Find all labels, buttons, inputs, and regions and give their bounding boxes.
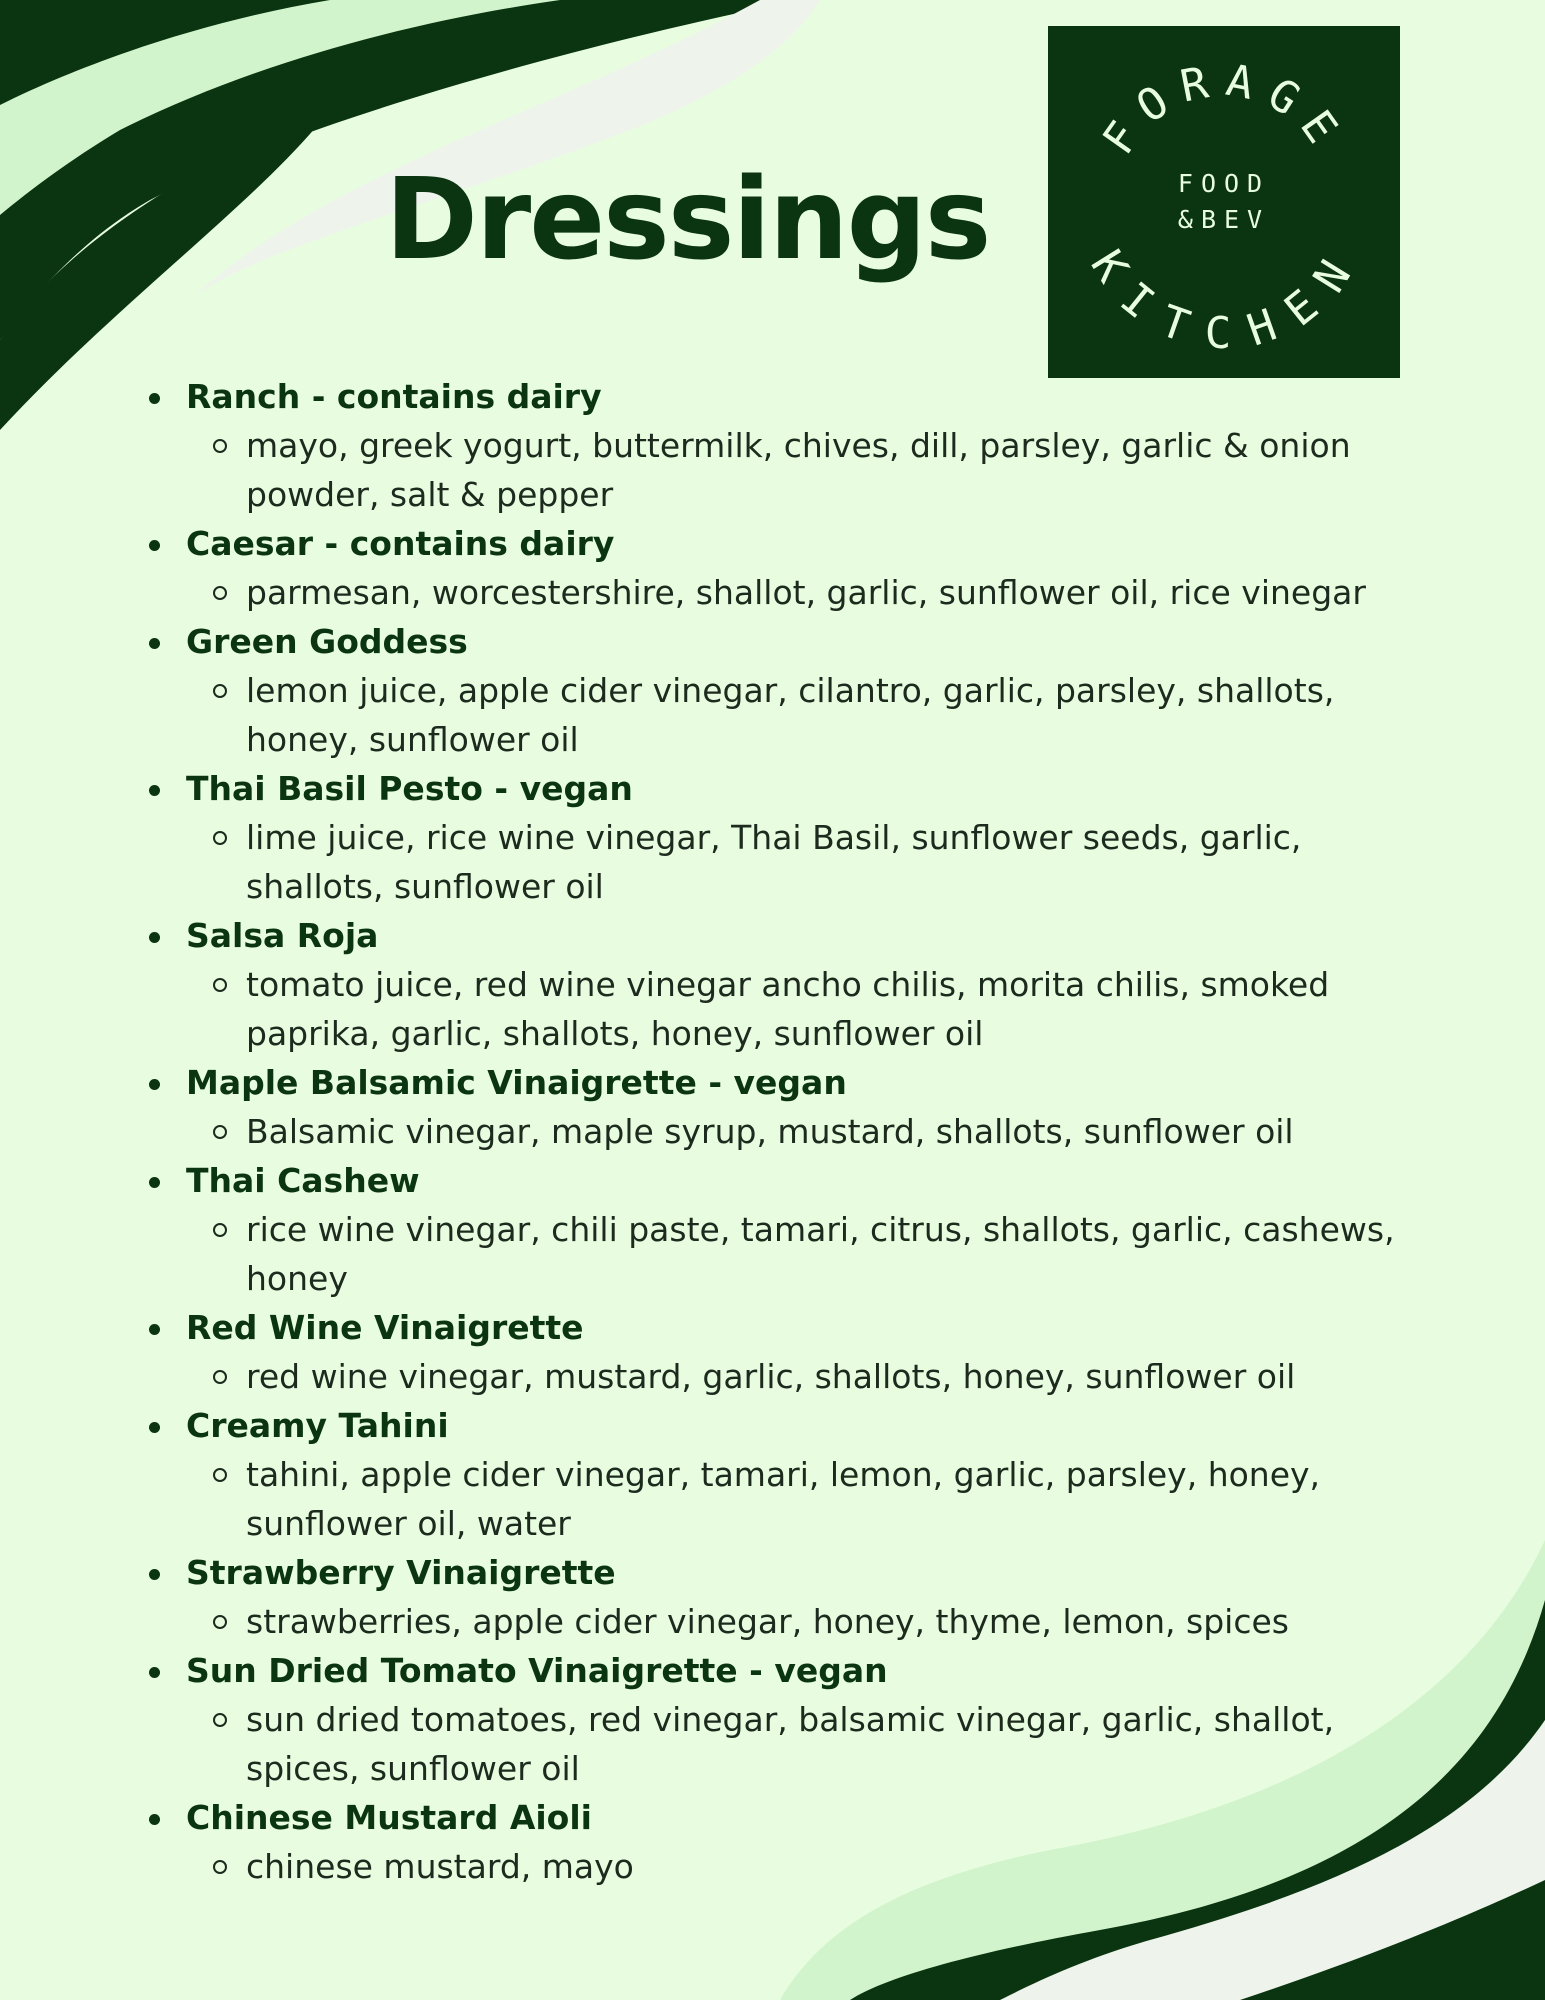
dressing-ingredients: tomato juice, red wine vinegar ancho chilis, morita chilis, smoked paprika, garlic, shallots, honey, sunflower oil <box>246 960 1396 1058</box>
list-item <box>140 764 1430 911</box>
list-item <box>140 1401 1430 1548</box>
list-item <box>140 1548 1430 1646</box>
dressing-name: Strawberry Vinaigrette <box>186 1553 616 1592</box>
dressing-ingredients: chinese mustard, mayo <box>246 1842 1396 1891</box>
dressing-name: Thai Cashew <box>186 1161 420 1200</box>
dressing-ingredients: sun dried tomatoes, red vinegar, balsamic vinegar, garlic, shallot, spices, sunflower oil <box>246 1695 1396 1793</box>
dressing-name: Maple Balsamic Vinaigrette - vegan <box>186 1063 847 1102</box>
dressing-name: Thai Basil Pesto - vegan <box>186 769 633 808</box>
dressing-ingredients: mayo, greek yogurt, buttermilk, chives, dill, parsley, garlic & onion powder, salt & pepper <box>246 421 1396 519</box>
dressing-ingredients: red wine vinegar, mustard, garlic, shallots, honey, sunflower oil <box>246 1352 1396 1401</box>
dressing-ingredients: strawberries, apple cider vinegar, honey, thyme, lemon, spices <box>246 1597 1396 1646</box>
dressing-ingredients: tahini, apple cider vinegar, tamari, lemon, garlic, parsley, honey, sunflower oil, water <box>246 1450 1396 1548</box>
dressing-name: Caesar - contains dairy <box>186 524 615 563</box>
dressing-name: Red Wine Vinaigrette <box>186 1308 584 1347</box>
dressing-name: Sun Dried Tomato Vinaigrette - vegan <box>186 1651 888 1690</box>
dressing-name: Ranch - contains dairy <box>186 377 602 416</box>
logo-line-food: FOOD <box>1177 169 1271 198</box>
list-item <box>140 911 1430 1058</box>
list-item <box>140 617 1430 764</box>
list-item <box>140 1646 1430 1793</box>
dressing-name: Salsa Roja <box>186 916 379 955</box>
dressing-ingredients: lime juice, rice wine vinegar, Thai Basil, sunflower seeds, garlic, shallots, sunflower oil <box>246 813 1396 911</box>
dressings-list <box>140 372 1430 1891</box>
list-item <box>140 1793 1430 1891</box>
dressing-name: Green Goddess <box>186 622 468 661</box>
list-item <box>140 1303 1430 1401</box>
page-title: Dressings <box>385 155 990 285</box>
dressing-name: Creamy Tahini <box>186 1406 449 1445</box>
list-item <box>140 1058 1430 1156</box>
forage-kitchen-logo <box>1048 26 1400 378</box>
dressing-ingredients: lemon juice, apple cider vinegar, cilantro, garlic, parsley, shallots, honey, sunflower oil <box>246 666 1396 764</box>
list-item <box>140 1156 1430 1303</box>
dressing-ingredients: Balsamic vinegar, maple syrup, mustard, shallots, sunflower oil <box>246 1107 1396 1156</box>
dressing-name: Chinese Mustard Aioli <box>186 1798 592 1837</box>
dressing-ingredients: parmesan, worcestershire, shallot, garlic, sunflower oil, rice vinegar <box>246 568 1396 617</box>
dressing-ingredients: rice wine vinegar, chili paste, tamari, citrus, shallots, garlic, cashews, honey <box>246 1205 1396 1303</box>
list-item <box>140 519 1430 617</box>
logo-arc-top: FORAGE <box>1093 54 1355 164</box>
logo-arc-bottom: KITCHEN <box>1080 241 1368 359</box>
logo-line-bev: &BEV <box>1177 205 1271 234</box>
list-item <box>140 372 1430 519</box>
